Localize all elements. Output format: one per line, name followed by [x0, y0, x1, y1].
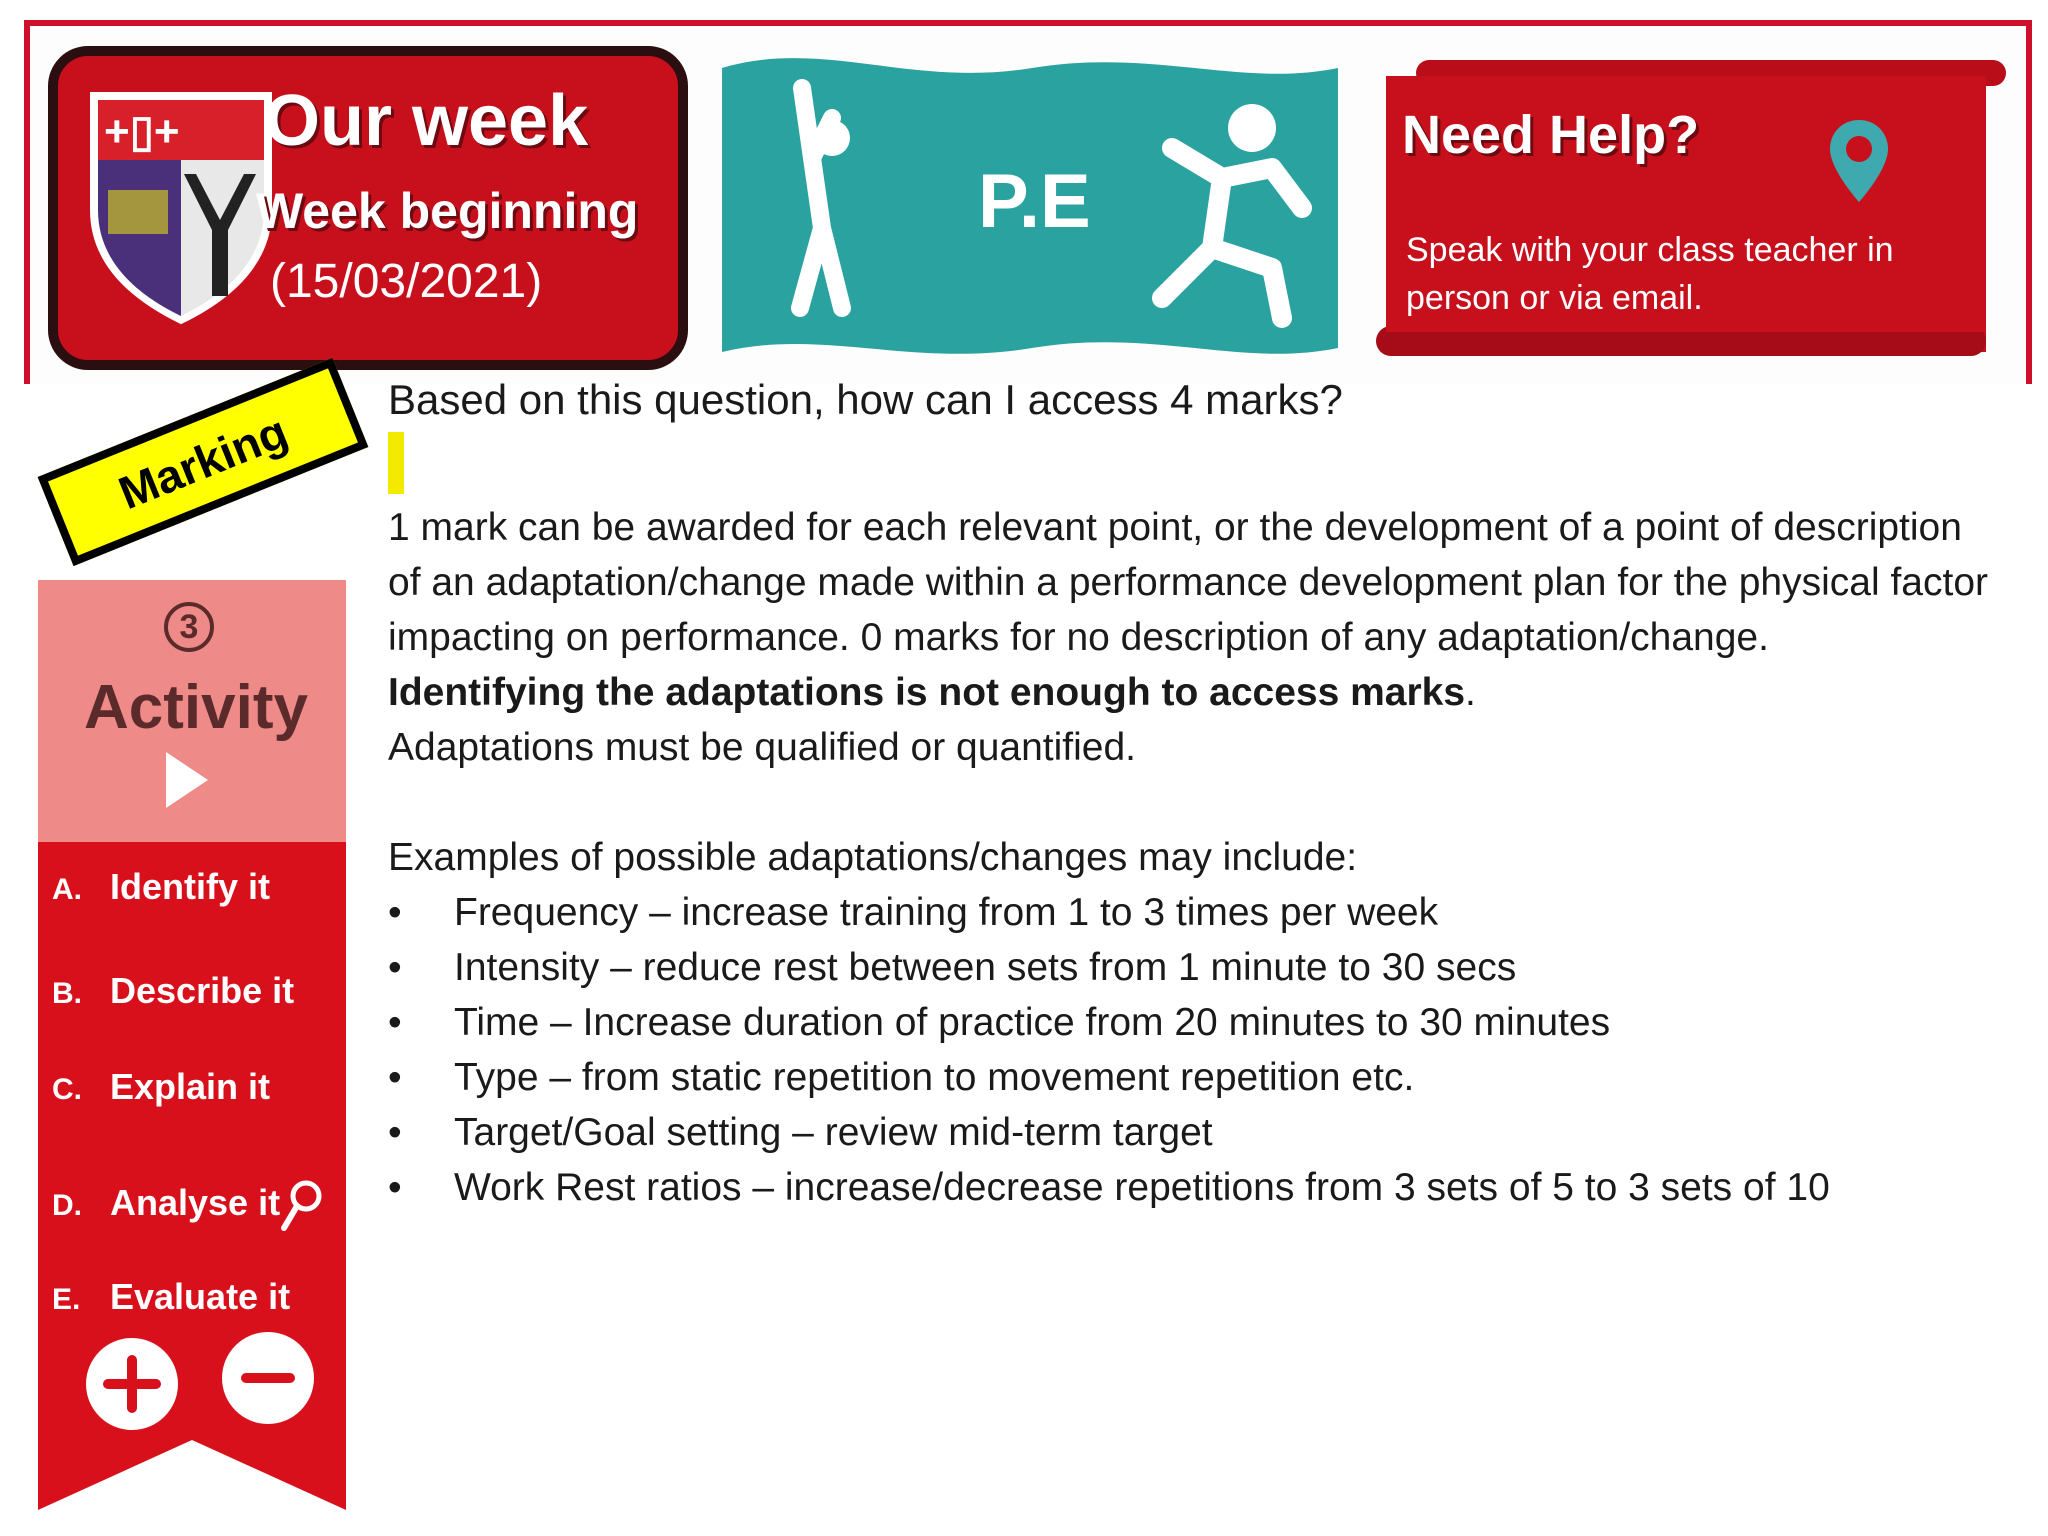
qualify-statement: Adaptations must be qualified or quantified. [388, 726, 1136, 769]
bold-statement-end: . [1465, 671, 1476, 714]
step-label: Evaluate it [110, 1276, 291, 1317]
step-identify [52, 866, 270, 908]
week-subtitle: Week beginning [256, 183, 639, 239]
list-item: • Target/Goal setting – review mid-term target [388, 1105, 1988, 1160]
step-letter: E. [52, 1283, 81, 1316]
guidance-paragraph: 1 mark can be awarded for each relevant point, or the development of a point of description of an adaptation/change made within a performance development plan for the physical factor impacting on performance. 0 marks for no description of any adaptation/change. [388, 506, 1988, 659]
week-panel [48, 46, 688, 370]
activity-number-badge: 3 [164, 602, 214, 652]
step-label: Identify it [110, 866, 270, 907]
help-text: Speak with your class teacher in person or via email. [1386, 202, 1986, 332]
highlight-marker [388, 432, 404, 494]
step-label: Explain it [110, 1066, 271, 1107]
bold-statement [388, 665, 1988, 720]
week-title: Our week [264, 81, 589, 161]
step-letter: D. [52, 1189, 82, 1222]
step-evaluate [52, 1276, 290, 1318]
play-icon [166, 752, 208, 808]
question-heading: Based on this question, how can I access 4 marks? [388, 376, 1343, 423]
marking-tag: Marking [38, 358, 369, 566]
plus-icon [86, 1338, 178, 1430]
location-pin-icon [1826, 118, 1892, 204]
school-crest-icon [88, 90, 274, 326]
bold-statement-text: Identifying the adaptations is not enough to access marks [388, 671, 1466, 714]
week-date: (15/03/2021) [270, 255, 543, 308]
step-describe [52, 970, 294, 1012]
list-item: • Type – from static repetition to movement repetition etc. [388, 1050, 1988, 1105]
activity-title: Activity [84, 673, 308, 742]
subject-label: P.E [978, 159, 1091, 244]
minus-icon [222, 1332, 314, 1424]
step-analyse [52, 1182, 280, 1224]
magnifier-icon [278, 1178, 324, 1234]
marking-guidance [388, 500, 1988, 1215]
step-letter: C. [52, 1073, 82, 1106]
list-item: • Frequency – increase training from 1 to 3 times per week [388, 885, 1988, 940]
step-explain [52, 1066, 270, 1108]
svg-text:+▯+: +▯+ [104, 107, 180, 156]
step-label: Describe it [110, 970, 295, 1011]
examples-intro: Examples of possible adaptations/changes may include: [388, 836, 1358, 879]
help-title: Need Help? [1402, 105, 1700, 165]
list-item: • Intensity – reduce rest between sets from 1 minute to 30 secs [388, 940, 1988, 995]
list-item: • Work Rest ratios – increase/decrease repetitions from 3 sets of 5 to 3 sets of 10 [388, 1160, 1988, 1215]
list-item: • Time – Increase duration of practice from 20 minutes to 30 minutes [388, 995, 1988, 1050]
step-letter: A. [52, 873, 82, 906]
step-letter: B. [52, 977, 82, 1010]
step-label: Analyse it [110, 1182, 281, 1223]
examples-list [388, 885, 1988, 1215]
